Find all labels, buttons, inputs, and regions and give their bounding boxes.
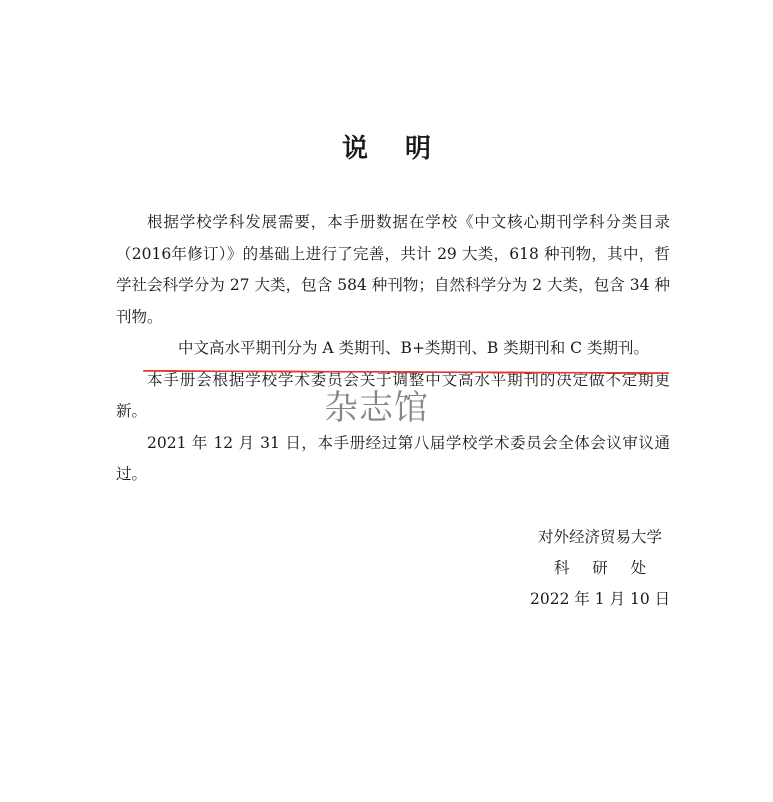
paragraph-scope: 根据学校学科发展需要，本手册数据在学校《中文核心期刊学科分类目录（2016年修订）》的基础上进行了完善，共计 29 大类，618 种刊物，其中，哲学社会科学分为 27 大类，包含 584 种刊物；自然科学分为 2 大类，包含 34 种刊物。 (116, 213, 670, 326)
paragraph-approval: 2021 年 12 月 31 日，本手册经过第八届学校学术委员会全体会议审议通过。 (116, 433, 670, 483)
highlighted-sentence (147, 333, 649, 365)
signature-date: 2022 年 1 月 10 日 (530, 590, 671, 608)
watermark: 杂志馆 (324, 388, 429, 428)
document-body (116, 207, 670, 491)
paragraph-journal-levels (116, 333, 670, 365)
page-title: 说 明 (341, 134, 446, 164)
highlighted-text: 中文高水平期刊分为 A 类期刊、B+类期刊、B 类期刊和 C 类期刊。 (178, 339, 649, 357)
signature-office: 科 研 处 (553, 559, 656, 577)
signature-block (530, 522, 670, 615)
signature-university: 对外经济贸易大学 (537, 528, 662, 546)
paragraph-update-policy: 本手册会根据学校学术委员会关于调整中文高水平期刊的决定做不定期更新。 (116, 370, 670, 420)
